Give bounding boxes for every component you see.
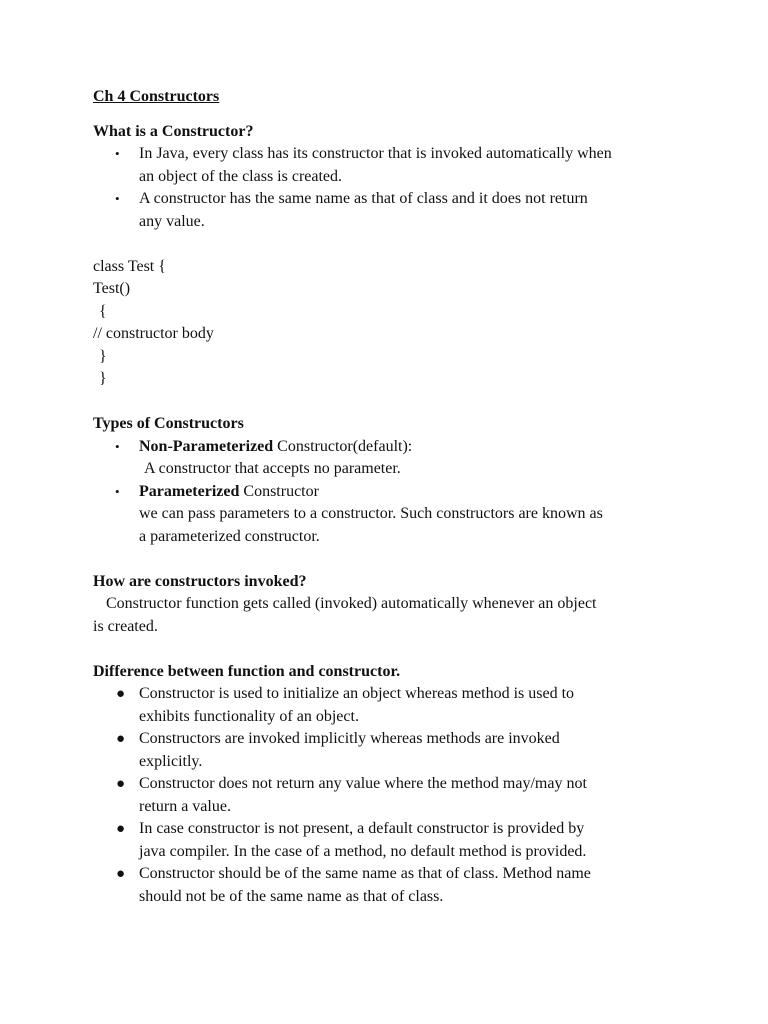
list-item-text: A constructor has the same name as that of class and it does not return: [139, 190, 588, 207]
spacer: [93, 638, 693, 661]
code-line: }: [99, 370, 107, 387]
list-item-text: Constructor is used to initialize an object whereas method is used to: [139, 685, 575, 702]
difference-list: [93, 683, 693, 908]
paragraph-text: Constructor function gets called (invoked) automatically whenever an object: [106, 595, 597, 612]
term-suffix: Constructor: [239, 482, 319, 500]
bullet-icon: •: [115, 483, 120, 499]
section-heading-difference: Difference between function and constructor.: [93, 662, 401, 680]
bullet-icon: ●: [116, 866, 126, 882]
section-heading-invoked: How are constructors invoked?: [93, 572, 307, 590]
page-title: Ch 4 Constructors: [93, 88, 220, 105]
constructor-types-list: [93, 436, 693, 549]
list-item: [93, 143, 693, 188]
bullet-icon: •: [115, 438, 120, 454]
code-line: }: [99, 347, 107, 365]
list-item-text: Constructor should be of the same name as that of class. Method name: [139, 865, 591, 882]
term-suffix: Constructor(default):: [273, 437, 413, 455]
bullet-icon: ●: [116, 686, 126, 702]
code-sample: [93, 256, 693, 391]
list-item-text: [139, 481, 693, 504]
list-item-text: Constructors are invoked implicitly whereas methods are invoked: [139, 730, 560, 747]
list-item-text: should not be of the same name as that of class.: [139, 887, 444, 905]
term-non-parameterized: Non-Parameterized: [139, 437, 274, 455]
code-line: class Test {: [93, 257, 166, 275]
list-item-text: In case constructor is not present, a default constructor is provided by: [139, 820, 585, 837]
list-item-text: we can pass parameters to a constructor. Such constructors are known as: [139, 505, 603, 522]
list-item: [93, 818, 693, 863]
list-item-text: A constructor that accepts no parameter.: [144, 460, 401, 477]
list-item: [93, 773, 693, 818]
bullet-icon: ●: [116, 731, 126, 747]
bullet-icon: •: [115, 146, 120, 161]
list-item-text: exhibits functionality of an object.: [139, 707, 359, 725]
spacer: [93, 233, 693, 256]
paragraph-text: is created.: [93, 617, 158, 635]
section-heading-what-is-constructor: What is a Constructor?: [93, 122, 254, 140]
list-item-text: explicitly.: [139, 752, 203, 770]
list-item: [93, 683, 693, 728]
document-body: [93, 86, 693, 908]
spacer: [93, 548, 693, 571]
list-item-text: In Java, every class has its constructor that is invoked automatically when: [139, 145, 612, 162]
list-item: [93, 436, 693, 481]
list-item: [93, 863, 693, 908]
bullet-icon: ●: [116, 776, 126, 792]
code-line: {: [99, 302, 107, 320]
bullet-icon: •: [115, 191, 120, 206]
list-item-text: java compiler. In the case of a method, no default method is provided.: [139, 842, 587, 860]
list-item-text: a parameterized constructor.: [139, 527, 320, 545]
term-parameterized: Parameterized: [139, 482, 240, 500]
list-item: [93, 481, 693, 549]
code-line: Test(): [93, 280, 131, 297]
bullet-icon: ●: [116, 821, 126, 837]
list-item-text: Constructor does not return any value where the method may/may not: [139, 775, 587, 792]
list-item-text: return a value.: [139, 797, 231, 815]
list-item-text: [139, 436, 693, 459]
list-item-text: any value.: [139, 212, 205, 230]
spacer: [93, 391, 693, 414]
constructor-definition-list: [93, 143, 693, 233]
section-heading-types: Types of Constructors: [93, 415, 244, 432]
list-item: [93, 188, 693, 233]
code-line: // constructor body: [93, 325, 214, 342]
list-item: [93, 728, 693, 773]
list-item-text: an object of the class is created.: [139, 167, 343, 185]
